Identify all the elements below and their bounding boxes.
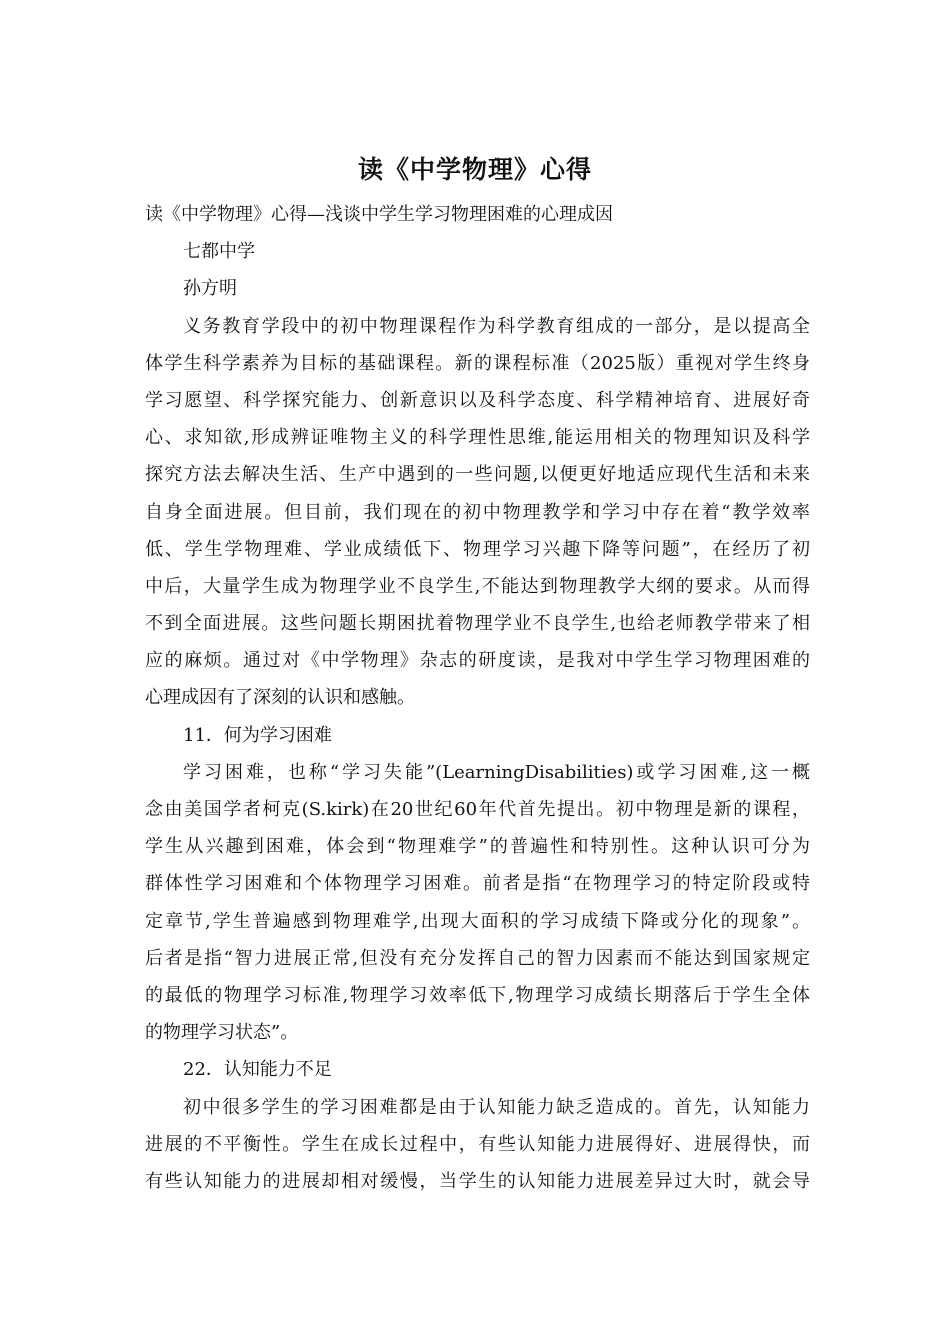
document-title: 读《中学物理》心得 [357,155,592,184]
text-line: 群体性学习困难和个体物理学习困难。前者是指“在物理学习的特定阶段或特 [145,873,810,895]
paragraph-learning-difficulty [145,754,810,1052]
section-heading-1: 11．何为学习困难 [183,724,332,746]
subtitle: 读《中学物理》心得—浅谈中学生学习物理困难的心理成因 [145,204,613,225]
text-line: 不到全面进展。这些问题长期困扰着物理学业不良学生,也给老师教学带来了相 [145,613,810,635]
text-line: 念由美国学者柯克(S.kirk)在20世纪60年代首先提出。初中物理是新的课程， [145,799,810,820]
text-line: 学习困难，也称“学习失能”(LearningDisabilities)或学习困难,这一概 [183,761,810,783]
paragraph-cognitive-ability [145,1089,810,1201]
text-line: 后者是指“智力进展正常,但没有充分发挥自己的智力因素而不能达到国家规定 [145,947,810,969]
text-line: 心、求知欲,形成辨证唯物主义的科学理性思维,能运用相关的物理知识及科学 [145,427,810,449]
text-line: 进展的不平衡性。学生在成长过程中，有些认知能力进展得好、进展得快，而 [145,1133,810,1155]
text-line: 探究方法去解决生活、生产中遇到的一些问题,以便更好地适应现代生活和未来 [145,464,810,486]
text-line: 有些认知能力的进展却相对缓慢，当学生的认知能力进展差异过大时，就会导 [145,1170,810,1192]
text-line: 的物理学习状态”。 [145,1022,299,1044]
text-line: 义务教育学段中的初中物理课程作为科学教育组成的一部分，是以提高全 [183,315,810,337]
school-name: 七都中学 [183,241,255,263]
text-line: 的最低的物理学习标准,物理学习效率低下,物理学习成绩长期落后于学生全体 [145,984,810,1006]
document-body [145,196,810,1200]
text-line: 体学生科学素养为目标的基础课程。新的课程标准（2025版）重视对学生终身 [145,352,810,374]
text-line: 中后，大量学生成为物理学业不良学生,不能达到物理教学大纲的要求。从而得 [145,575,810,597]
text-line: 学生从兴趣到困难，体会到“物理难学”的普遍性和特别性。这种认识可分为 [145,836,810,858]
paragraph-introduction [145,308,810,717]
section-heading-2: 22．认知能力不足 [183,1059,332,1081]
text-line: 应的麻烦。通过对《中学物理》杂志的研度读，是我对中学生学习物理困难的 [145,650,810,672]
text-line: 低、学生学物理难、学业成绩低下、物理学习兴趣下降等问题”，在经历了初 [145,538,810,560]
text-line: 初中很多学生的学习困难都是由于认知能力缺乏造成的。首先，认知能力 [183,1096,810,1118]
text-line: 心理成因有了深刻的认识和感触。 [145,687,415,709]
text-line: 自身全面进展。但目前，我们现在的初中物理教学和学习中存在着“教学效率 [145,501,810,523]
author-name: 孙方明 [183,278,237,300]
text-line: 学习愿望、科学探究能力、创新意识以及科学态度、科学精神培育、进展好奇 [145,389,810,411]
text-line: 定章节,学生普遍感到物理难学,出现大面积的学习成绩下降或分化的现象”。 [145,910,810,932]
